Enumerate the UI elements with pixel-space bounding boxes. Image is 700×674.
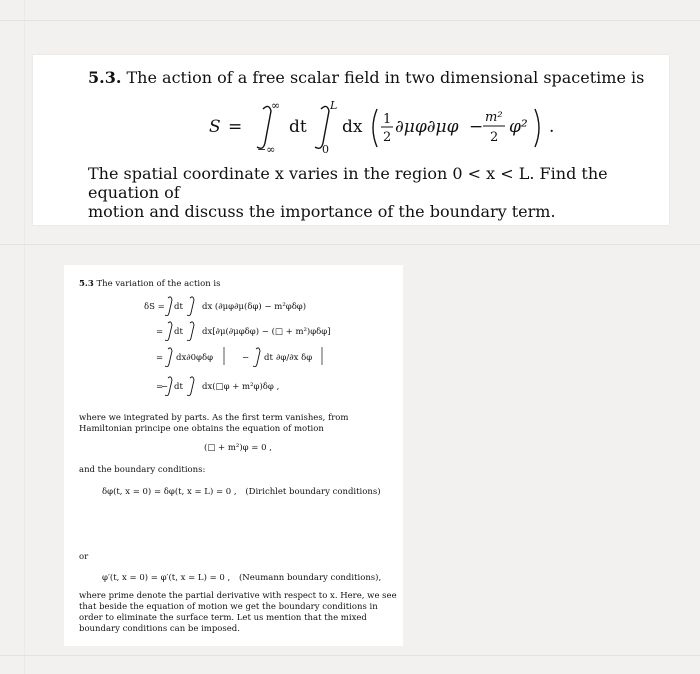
eq1-rhs: dx (∂μφ∂μ(δφ) − m²φδφ)	[202, 302, 307, 312]
problem-card	[33, 55, 669, 225]
svg-text:dt: dt	[174, 302, 183, 312]
eq-half-den: 2	[383, 130, 392, 145]
eq-kinetic: ∂μφ∂μφ	[395, 117, 459, 137]
eq-t-upper: ∞	[271, 99, 281, 112]
ruled-line	[0, 244, 700, 245]
problem-text	[88, 164, 653, 221]
eq-t-lower: −∞	[257, 143, 276, 155]
solution-card	[64, 265, 403, 646]
margin-line	[24, 0, 25, 674]
eq-dx: dx	[342, 117, 363, 137]
problem-text-line1: The spatial coordinate x varies in the region 0 < x < L. Find the equation of	[88, 164, 608, 202]
svg-text:=: =	[156, 382, 164, 392]
solution-heading	[79, 279, 220, 289]
eq2-rhs: dx[∂μ(∂μφδφ) − (□ + m²)φδφ]	[202, 327, 331, 337]
svg-text:dt: dt	[174, 327, 183, 337]
action-equation	[33, 95, 669, 155]
svg-text:−: −	[469, 117, 484, 137]
solution-heading-text: The variation of the action is	[96, 279, 221, 289]
svg-text:=: =	[156, 327, 164, 337]
bc-intro: and the boundary conditions:	[79, 465, 206, 475]
neumann-row	[102, 573, 381, 583]
problem-number: 5.3.	[88, 68, 122, 87]
where-paragraph: where we integrated by parts. As the first term vanishes, from Hamiltonian principe one obtains the equation of motion	[79, 413, 349, 434]
eq4-rhs: dx(□φ + m²φ)δφ ,	[202, 382, 280, 392]
solution-number: 5.3	[79, 279, 94, 289]
eq-lhs: S	[209, 117, 221, 137]
svg-text:dt: dt	[174, 382, 183, 392]
neumann-condition: φ′(t, x = 0) = φ′(t, x = L) = 0 ,	[102, 573, 231, 583]
variation-equations	[64, 291, 403, 411]
left-paren	[373, 109, 377, 147]
neumann-label: (Neumann boundary conditions),	[238, 573, 382, 583]
problem-intro	[88, 68, 644, 87]
eq3-c: ∂φ/∂x δφ	[276, 353, 313, 363]
eq-x-upper: L	[330, 99, 338, 112]
eq-mass-num: m²	[485, 110, 503, 125]
eq3-b: dt	[264, 353, 273, 363]
dirichlet-label: (Dirichlet boundary conditions)	[245, 487, 381, 497]
eq1-lhs: δS =	[144, 302, 165, 312]
eq-end: .	[549, 117, 555, 137]
equation-of-motion: (□ + m²)φ = 0 ,	[204, 443, 272, 453]
eq-dt: dt	[289, 117, 307, 137]
problem-intro-text: The action of a free scalar field in two dimensional spacetime is	[126, 68, 645, 87]
svg-text:−: −	[242, 353, 250, 363]
svg-text:−: −	[161, 382, 169, 392]
or-word: or	[79, 552, 89, 562]
dirichlet-condition: δφ(t, x = 0) = δφ(t, x = L) = 0 ,	[102, 487, 237, 497]
ruled-line	[0, 20, 700, 21]
dirichlet-row	[102, 487, 381, 497]
eq-potential: φ²	[509, 117, 528, 137]
eq-half-num: 1	[383, 112, 392, 127]
ruled-line	[0, 655, 700, 656]
right-paren	[535, 109, 539, 147]
eq-x-lower: 0	[322, 143, 329, 155]
eq-equals: =	[228, 117, 243, 137]
problem-text-line2: motion and discuss the importance of the boundary term.	[88, 202, 556, 221]
svg-text:=: =	[156, 353, 164, 363]
final-paragraph: where prime denote the partial derivative with respect to x. Here, we see that beside the equation of motion we get the boundary conditions in order to eliminate the surface term. Let us mention that the mixed boundary conditions can be imposed.	[79, 591, 397, 634]
eq3-a: dx∂0φδφ	[176, 353, 214, 363]
eq-mass-den: 2	[490, 130, 499, 145]
